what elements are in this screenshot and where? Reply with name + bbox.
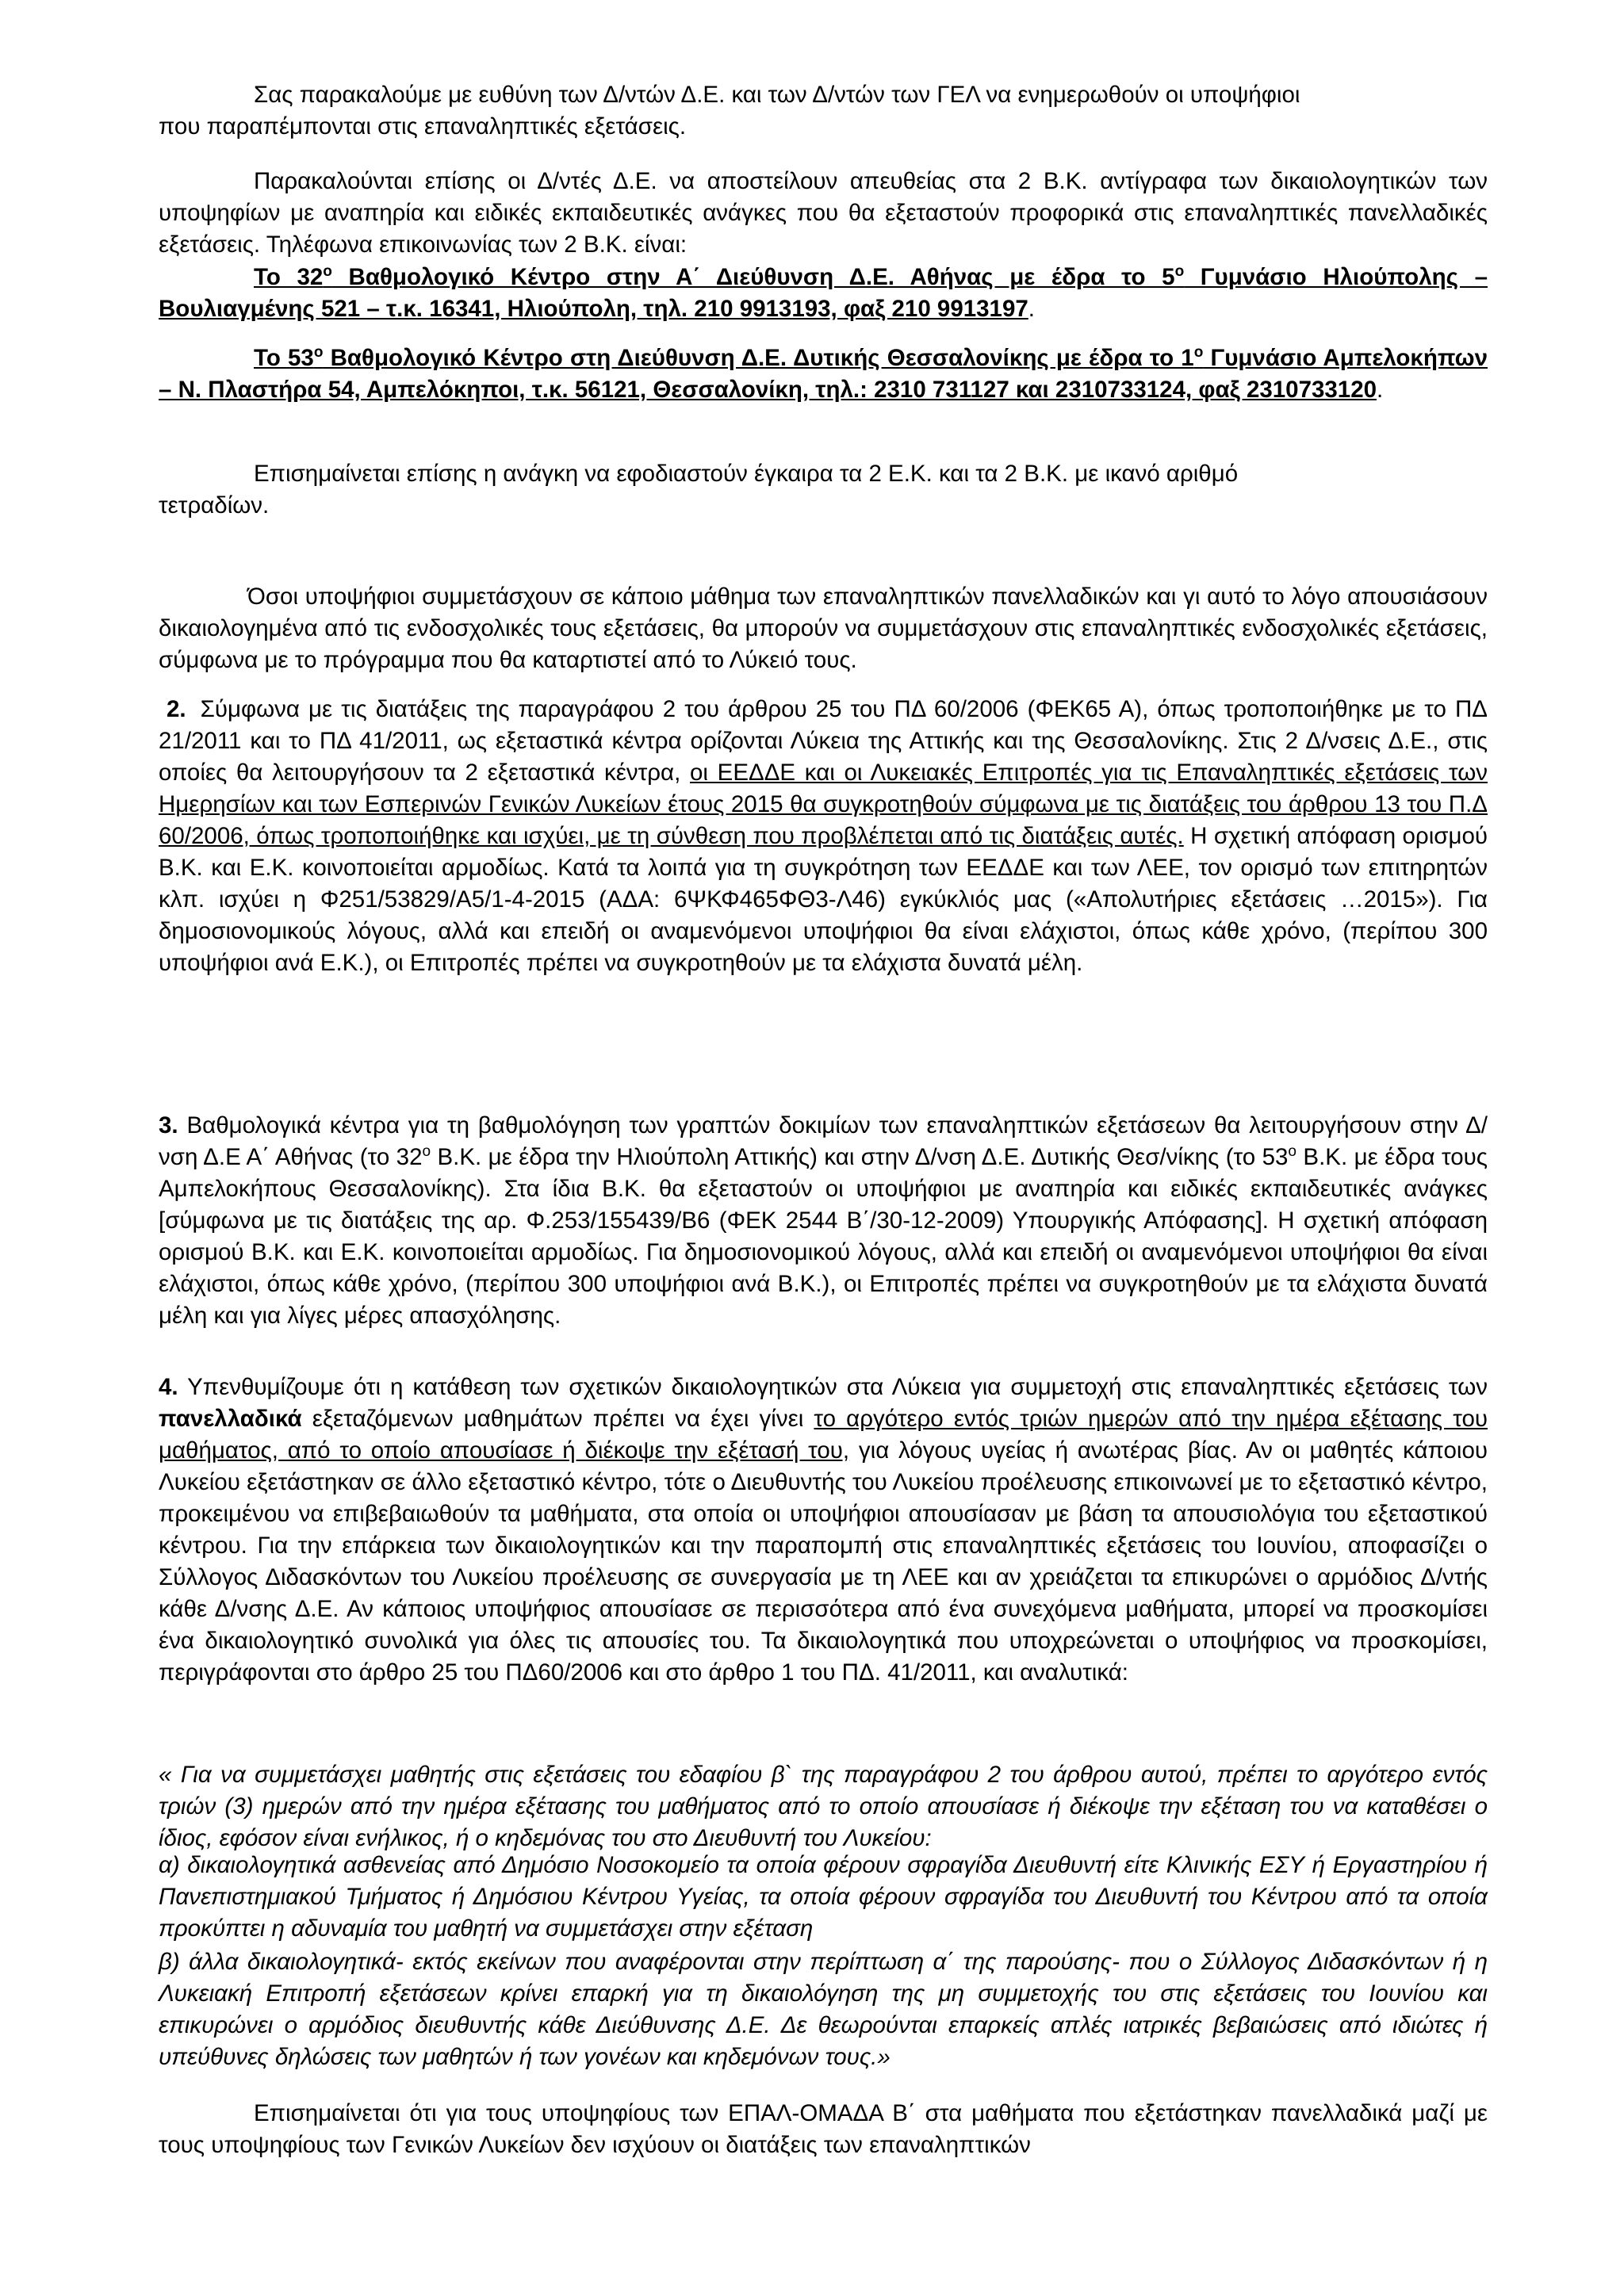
grading-center-53: Το $53^o$ Βαθμολογικό Κέντρο στη Διεύθυνση Δ.Ε. Δυτικής Θεσσαλονίκης με έδρα το $1^o$ Γυμνάσιο Αμπελοκήπων – Ν. Πλαστήρα 54, Αμπελόκηποι, τ.κ. 56121, Θεσσαλονίκη, τηλ.: 2310 731127 και 2310733124, φαξ 2310733120.	[159, 344, 1488, 403]
paragraph-epal	[159, 2098, 1488, 2161]
text: Παρακαλούνται επίσης οι Δ/ντές Δ.Ε. να αποστείλουν απευθείας στα 2 Β.Κ. αντίγραφα των δικαιολογητικών των υποψηφίων με αναπηρία και ειδικές εκπαιδευτικές ανάγκες που θα εξεταστούν προφορικά στις επαναληπτικές πανελλαδικές εξετάσεις. Τηλέφωνα επικοινωνίας των 2 Β.Κ. είναι:	[159, 168, 1488, 258]
underlined-text: το αργότερο εντός τριών ημερών από την ημέρα εξέτασης του μαθήματος, από το οποίο απουσίασε ή διέκοψε την εξέτασή του,	[159, 1406, 1488, 1464]
quote-intro	[159, 1759, 1488, 1854]
text: « Για να συμμετάσχει μαθητής στις εξετάσεις του εδαφίου β` της παραγράφου 2 του άρθρου αυτού, πρέπει το αργότερο εντός τριών (3) ημερών από την ημέρα εξέτασης του μαθήματος από το οποίο απουσίασε ή διέκοψε την εξέταση του να καταθέσει ο ίδιος, εφόσον είναι ενήλικος, ή ο κηδεμόνας του στο Διευθυντή του Λυκείου:	[159, 1762, 1488, 1851]
text: Επισημαίνεται ότι για τους υποψηφίους των ΕΠΑΛ-ΟΜΑΔΑ Β΄ στα μαθήματα που εξετάστηκαν πανελλαδικά μαζί με τους υποψηφίους των Γενικών Λυκείων δεν ισχύουν οι διατάξεις των επαναληπτικών	[159, 2100, 1488, 2158]
section-number: 4.	[159, 1374, 178, 1400]
grading-center-32-text: Το $32^o$ Βαθμολογικό Κέντρο στην Α΄ Διεύθυνση Δ.Ε. Αθήνας με έδρα το $5^o$ Γυμνάσιο Ηλιούπολης – Βουλιαγμένης 521 – τ.κ. 16341, Ηλιούπολη, τηλ. 210 9913193, φαξ 210 9913197	[159, 263, 1488, 322]
quote-item-a	[159, 1850, 1488, 1945]
text: β) άλλα δικαιολογητικά- εκτός εκείνων που αναφέρονται στην περίπτωση α΄ της παρούσης- που ο Σύλλογος Διδασκόντων ή η Λυκειακή Επιτροπή εξετάσεων κρίνει επαρκή για τη δικαιολόγηση της μη συμμετοχής του στις εξετάσεις του Ιουνίου και επικυρώνει ο αρμόδιος διευθυντής κάθε Διεύθυνσης Δ.Ε. Δε θεωρούνται επαρκείς απλές ιατρικές βεβαιώσεις από ιδιώτες ή υπεύθυνες δηλώσεις των μαθητών ή των γονέων και κηδεμόνων τους.»	[159, 1949, 1488, 2070]
paragraph-send-documents	[159, 166, 1488, 261]
text-line: τετραδίων.	[159, 492, 270, 519]
underlined-text: οι ΕΕΔΔΕ και οι Λυκειακές Επιτροπές για τις Επαναληπτικές εξετάσεις των Ημερησίων και των Εσπερινών Γενικών Λυκείων έτους 2015 θα συγκροτηθούν σύμφωνα με τις διατάξεις του άρθρου 13 του Π.Δ 60/2006, όπως τροποποιήθηκε και ισχύει, με τη σύνθεση που προβλέπεται από τις διατάξεις αυτές.	[159, 760, 1488, 849]
text-line: Σας παρακαλούμε με ευθύνη των Δ/ντών Δ.Ε. και των Δ/ντών των ΓΕΛ να ενημερωθούν οι υποψήφιοι	[254, 82, 1300, 108]
text: α) δικαιολογητικά ασθενείας από Δημόσιο Νοσοκομείο τα οποία φέρουν σφραγίδα Διευθυντή είτε Κλινικής ΕΣΥ ή Εργαστηρίου ή Πανεπιστημιακού Τμήματος ή Δημόσιου Κέντρου Υγείας, τα οποία φέρουν σφραγίδα του Διευθυντή του Κέντρου από τα οποία προκύπτει η αδυναμία του μαθητή να συμμετάσχει στην εξέταση	[159, 1852, 1488, 1942]
bold-text: πανελλαδικά	[159, 1406, 302, 1432]
text: Όσοι υποψήφιοι συμμετάσχουν σε κάποιο μάθημα των επαναληπτικών πανελλαδικών και γι αυτό το λόγο απουσιάσουν δικαιολογημένα από τις ενδοσχολικές τους εξετάσεις, θα μπορούν να συμμετάσχουν στις επαναληπτικές ενδοσχολικές εξετάσεις, σύμφωνα με το πρόγραμμα που θα καταρτιστεί από το Λύκειό τους.	[159, 584, 1488, 673]
quote-item-b	[159, 1946, 1488, 2073]
section-number: 2.	[167, 696, 186, 722]
section-2: 2. Σύμφωνα με τις διατάξεις της παραγράφου 2 του άρθρου 25 του ΠΔ 60/2006 (ΦΕΚ65 Α), όπως τροποποιήθηκε με το ΠΔ 21/2011 και το ΠΔ 41/2011, ως εξεταστικά κέντρα ορίζονται Λύκεια της Αττικής και της Θεσσαλονίκης. Στις 2 Δ/νσεις Δ.Ε., στις οποίες θα λειτουργήσουν τα 2 εξεταστικά κέντρα, οι ΕΕΔΔΕ και οι Λυκειακές Επιτροπές για τις Επαναληπτικές εξετάσεις των Ημερησίων και των Εσπερινών Γενικών Λυκείων έτους 2015 θα συγκροτηθούν σύμφωνα με τις διατάξεις του άρθρου 13 του Π.Δ 60/2006, όπως τροποποιήθηκε και ισχύει, με τη σύνθεση που προβλέπεται από τις διατάξεις αυτές. Η σχετική απόφαση ορισμού Β.Κ. και Ε.Κ. κοινοποιείται αρμοδίως. Κατά τα λοιπά για τη συγκρότηση των ΕΕΔΔΕ και των ΛΕΕ, τον ορισμό των επιτηρητών κλπ. ισχύει η Φ251/53829/Α5/1-4-2015 (ΑΔΑ: 6ΨΚΦ465ΦΘ3-Λ46) εγκύκλιός μας («Απολυτήριες εξετάσεις …2015»). Για δημοσιονομικούς λόγους, αλλά και επειδή οι αναμενόμενοι υποψήφιοι θα είναι ελάχιστοι, όπως κάθε χρόνο, (περίπου 300 υποψήφιοι ανά Ε.Κ.), οι Επιτροπές πρέπει να συγκροτηθούν με τα ελάχιστα δυνατά μέλη.	[159, 696, 1488, 976]
text-line: που παραπέμπονται στις επαναληπτικές εξετάσεις.	[159, 113, 687, 140]
paragraph-inform-candidates	[159, 79, 1488, 143]
grading-center-32: Το $32^o$ Βαθμολογικό Κέντρο στην Α΄ Διεύθυνση Δ.Ε. Αθήνας με έδρα το $5^o$ Γυμνάσιο Ηλιούπολης – Βουλιαγμένης 521 – τ.κ. 16341, Ηλιούπολη, τηλ. 210 9913193, φαξ 210 9913197.	[159, 263, 1488, 322]
paragraph-school-exams	[159, 581, 1488, 676]
grading-center-53-text: Το $53^o$ Βαθμολογικό Κέντρο στη Διεύθυνση Δ.Ε. Δυτικής Θεσσαλονίκης με έδρα το $1^o$ Γυμνάσιο Αμπελοκήπων – Ν. Πλαστήρα 54, Αμπελόκηποι, τ.κ. 56121, Θεσσαλονίκη, τηλ.: 2310 731127 και 2310733124, φαξ 2310733120	[159, 344, 1488, 403]
text-line: Επισημαίνεται επίσης η ανάγκη να εφοδιαστούν έγκαιρα τα 2 Ε.Κ. και τα 2 Β.Κ. με ικανό αριθμό	[254, 461, 1239, 487]
paragraph-notebooks	[159, 458, 1488, 522]
section-number: 3.	[159, 1112, 178, 1138]
section-3: 3. Βαθμολογικά κέντρα για τη βαθμολόγηση των γραπτών δοκιμίων των επαναληπτικών εξετάσεων θα λειτουργήσουν στην Δ/νση Δ.Ε Α΄ Αθήνας (το $32^o$ Β.Κ. με έδρα την Ηλιούπολη Αττικής) και στην Δ/νση Δ.Ε. Δυτικής Θεσ/νίκης (το $53^o$ Β.Κ. με έδρα τους Αμπελοκήπους Θεσσαλονίκης). Στα ίδια Β.Κ. θα εξεταστούν οι υποψήφιοι με αναπηρία και ειδικές εκπαιδευτικές ανάγκες [σύμφωνα με τις διατάξεις της αρ. Φ.253/155439/Β6 (ΦΕΚ 2544 Β΄/30-12-2009) Υπουργικής Απόφασης]. Η σχετική απόφαση ορισμού Β.Κ. και Ε.Κ. κοινοποιείται αρμοδίως. Για δημοσιονομικού λόγους, αλλά και επειδή οι αναμενόμενοι υποψήφιοι θα είναι ελάχιστοι, όπως κάθε χρόνο, (περίπου 300 υποψήφιοι ανά Β.Κ.), οι Επιτροπές πρέπει να συγκροτηθούν με τα ελάχιστα δυνατά μέλη και για λίγες μέρες απασχόλησης.	[159, 1112, 1488, 1329]
section-4: 4. Υπενθυμίζουμε ότι η κατάθεση των σχετικών δικαιολογητικών στα Λύκεια για συμμετοχή στις επαναληπτικές εξετάσεις των πανελλαδικά εξεταζόμενων μαθημάτων πρέπει να έχει γίνει το αργότερο εντός τριών ημερών από την ημέρα εξέτασης του μαθήματος, από το οποίο απουσίασε ή διέκοψε την εξέτασή του, για λόγους υγείας ή ανωτέρας βίας. Αν οι μαθητές κάποιου Λυκείου εξετάστηκαν σε άλλο εξεταστικό κέντρο, τότε ο Διευθυντής του Λυκείου προέλευσης επικοινωνεί με το εξεταστικό κέντρο, προκειμένου να επιβεβαιωθούν τα μαθήματα, στα οποία οι υποψήφιοι απουσίασαν με βάση τα απουσιολόγια του εξεταστικού κέντρου. Για την επάρκεια των δικαιολογητικών και την παραπομπή στις επαναληπτικές εξετάσεις του Ιουνίου, αποφασίζει ο Σύλλογος Διδασκόντων του Λυκείου προέλευσης σε συνεργασία με τη ΛΕΕ και αν χρειάζεται τα επικυρώνει ο αρμόδιος Δ/ντής κάθε Δ/νσης Δ.Ε. Αν κάποιος υποψήφιος απουσίασε σε περισσότερα από ένα συνεχόμενα μαθήματα, μπορεί να προσκομίσει ένα δικαιολογητικό συνολικά για όλες τις απουσίες του. Τα δικαιολογητικά που υποχρεώνεται ο υποψήφιος να προσκομίσει, περιγράφονται στο άρθρο 25 του ΠΔ60/2006 και στο άρθρο 1 του ΠΔ. 41/2011, και αναλυτικά:	[159, 1374, 1488, 1686]
